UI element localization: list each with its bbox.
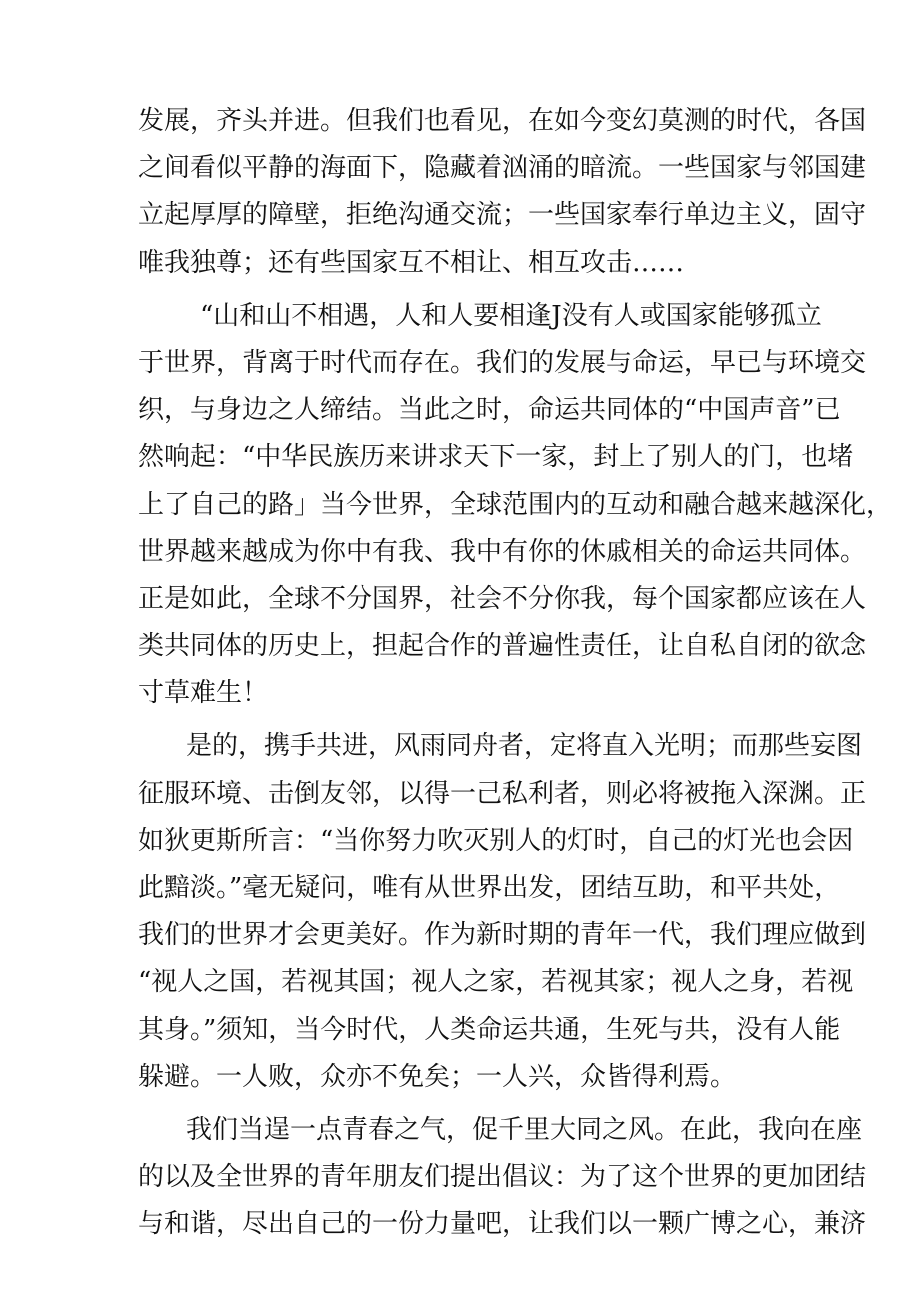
text-line: 躲避。一人败，众亦不免矣；一人兴，众皆得利焉。 bbox=[138, 1061, 737, 1092]
text-line: “山和山不相遇，人和人要相逢J没有人或国家能够孤立 bbox=[200, 300, 822, 331]
text-line: 上了自己的路」当今世界，全球范围内的互动和融合越来越深化， bbox=[138, 489, 893, 520]
text-line: 类共同体的历史上，担起合作的普遍性责任，让自私自闭的欲念 bbox=[138, 631, 867, 662]
text-line: 发展，齐头并进。但我们也看见，在如今变幻莫测的时代，各国 bbox=[138, 106, 867, 136]
document-body bbox=[138, 98, 893, 1249]
text-line: 如狄更斯所言：“当你努力吹灭别人的灯时，自己的灯光也会因 bbox=[138, 825, 854, 856]
text-line: 的以及全世界的青年朋友们提出倡议：为了这个世界的更加团结 bbox=[138, 1162, 867, 1193]
text-line: “视人之国，若视其国；视人之家，若视其家；视人之身，若视 bbox=[138, 967, 854, 998]
text-line: 世界越来越成为你中有我、我中有你的休戚相关的命运共同体。 bbox=[138, 536, 867, 567]
text-line: 是的，携手共进，风雨同舟者，定将直入光明；而那些妄图 bbox=[186, 731, 863, 762]
text-line: 之间看似平静的海面下，隐藏着汹涌的暗流。一些国家与邻国建 bbox=[138, 153, 867, 184]
text-line: 我们的世界才会更美好。作为新时期的青年一代，我们理应做到 bbox=[138, 920, 867, 951]
text-line: 然响起：“中华民族历来讲求天下一家，封上了别人的门，也堵 bbox=[138, 442, 854, 473]
text-line: 寸草难生！ bbox=[138, 678, 269, 709]
text-line: 与和谐，尽出自己的一份力量吧，让我们以一颗广博之心，兼济 bbox=[138, 1209, 867, 1240]
text-line: 唯我独尊；还有些国家互不相让、相互攻击…… bbox=[138, 247, 685, 278]
text-line: 其身。”须知，当今时代，人类命运共通，生死与共，没有人能 bbox=[138, 1014, 841, 1045]
text-line: 征服环境、击倒友邻，以得一己私利者，则必将被拖入深渊。正 bbox=[138, 778, 867, 809]
text-line: 于世界，背离于时代而存在。我们的发展与命运，早已与环境交 bbox=[138, 347, 867, 378]
text-line: 我们当逞一点青春之气，促千里大同之风。在此，我向在座 bbox=[186, 1114, 863, 1145]
text-line: 织，与身边之人缔结。当此之时，命运共同体的“中国声音”已 bbox=[138, 395, 841, 426]
text-line: 此黯淡。”毫无疑问，唯有从世界出发，团结互助，和平共处， bbox=[138, 873, 841, 903]
text-line: 立起厚厚的障壁，拒绝沟通交流；一些国家奉行单边主义，固守 bbox=[138, 200, 867, 231]
text-line: 正是如此，全球不分国界，社会不分你我，每个国家都应该在人 bbox=[138, 583, 867, 614]
